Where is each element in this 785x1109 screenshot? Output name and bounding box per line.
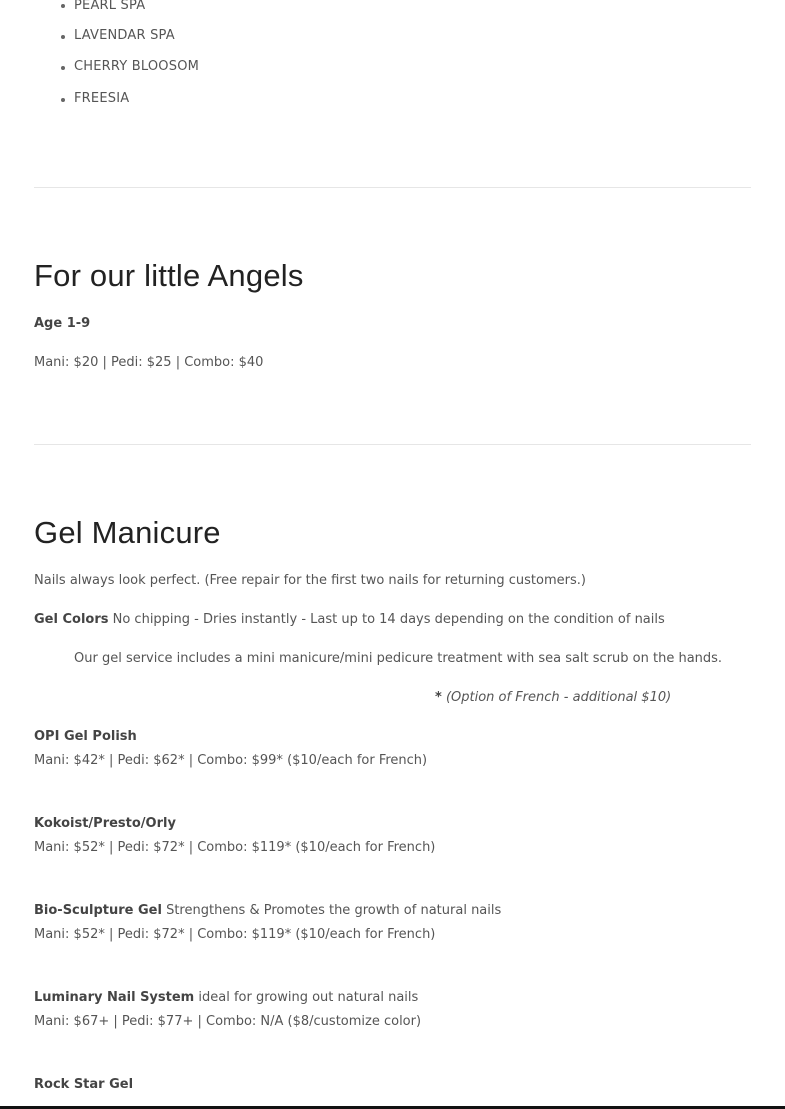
luminary-desc: ideal for growing out natural nails — [194, 990, 419, 1005]
bullet-icon — [61, 35, 65, 39]
bio-prices: Mani: $52* | Pedi: $72* | Combo: $119* ($10/each for French) — [34, 927, 436, 942]
rockstar-name: Rock Star Gel — [34, 1077, 134, 1092]
gel-colors-line — [34, 611, 665, 629]
kokoist-name: Kokoist/Presto/Orly — [34, 816, 176, 831]
age-label: Age 1-9 — [34, 316, 91, 331]
bio-desc: Strengthens & Promotes the growth of natural nails — [161, 903, 502, 918]
section-divider — [34, 444, 751, 445]
asterisk: * — [435, 690, 442, 705]
bullet-icon — [61, 98, 65, 102]
luminary-prices: Mani: $67+ | Pedi: $77+ | Combo: N/A ($8/customize color) — [34, 1014, 422, 1029]
gel-colors-desc: No chipping - Dries instantly - Last up to 14 days depending on the condition of nails — [108, 612, 665, 627]
gel-intro: Nails always look perfect. (Free repair for the first two nails for returning customers.) — [34, 573, 586, 588]
bullet-icon — [61, 4, 65, 8]
list-item: LAVENDAR SPA — [74, 28, 175, 43]
list-item: CHERRY BLOOSOM — [74, 59, 200, 74]
angels-prices: Mani: $20 | Pedi: $25 | Combo: $40 — [34, 355, 264, 370]
opi-name: OPI Gel Polish — [34, 729, 137, 744]
section-title: For our little Angels — [34, 258, 304, 293]
gel-colors-label: Gel Colors — [34, 612, 109, 627]
opi-prices: Mani: $42* | Pedi: $62* | Combo: $99* ($10/each for French) — [34, 753, 428, 768]
luminary-name: Luminary Nail System — [34, 990, 195, 1005]
section-title: Gel Manicure — [34, 515, 221, 550]
bullet-icon — [61, 66, 65, 70]
french-option-note — [435, 689, 671, 707]
list-item: PEARL SPA — [74, 0, 146, 13]
gel-service-note: Our gel service includes a mini manicure/mini pedicure treatment with sea salt scrub on the hands. — [74, 651, 723, 666]
bio-name: Bio-Sculpture Gel — [34, 903, 162, 918]
luminary-line — [34, 989, 418, 1007]
list-item: FREESIA — [74, 91, 130, 106]
kokoist-prices: Mani: $52* | Pedi: $72* | Combo: $119* ($10/each for French) — [34, 840, 436, 855]
section-divider — [34, 187, 751, 188]
bio-line — [34, 902, 501, 920]
french-option-text: (Option of French - additional $10) — [441, 690, 672, 705]
